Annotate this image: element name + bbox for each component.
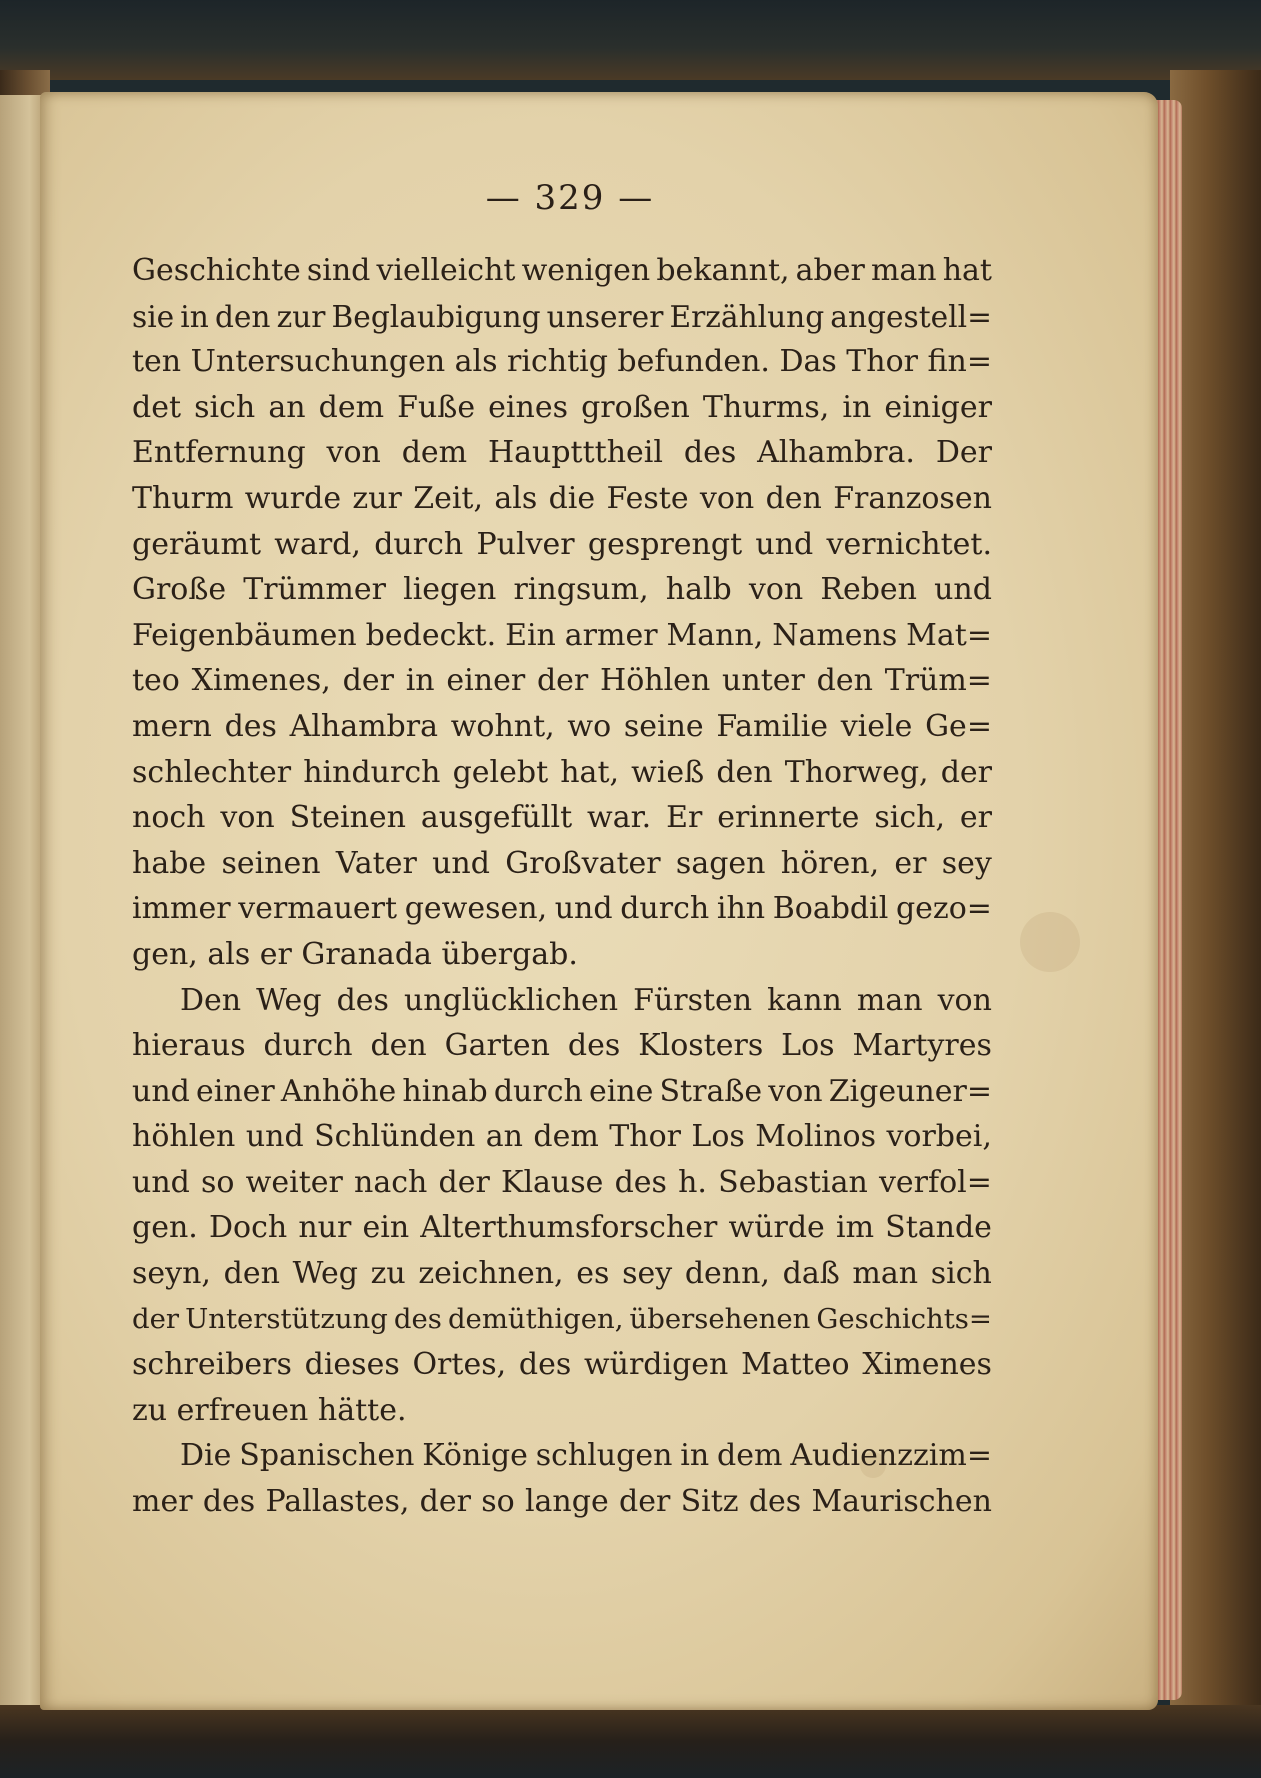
- text-line: Den Weg des unglücklichen Fürsten kann man von: [180, 982, 992, 1018]
- text-line: Große Trümmer liegen ringsum, halb von Reben und: [132, 572, 992, 608]
- text-line: Thurm wurde zur Zeit, als die Feste von den Franzosen: [132, 480, 992, 516]
- book-cover-right: [1170, 70, 1261, 1778]
- page-number: — 329 —: [485, 178, 655, 218]
- text-line: noch von Steinen ausgefüllt war. Er erinnerte sich, er: [132, 800, 992, 836]
- book-cover-top: [0, 0, 1261, 80]
- text-line: sie in den zur Beglaubigung unserer Erzählung angestell=: [132, 298, 992, 334]
- text-line: gen, als er Granada übergab.: [132, 936, 578, 972]
- book-cover-bottom: [0, 1705, 1261, 1778]
- text-line: habe seinen Vater und Großvater sagen hören, er sey: [132, 845, 992, 881]
- text-line: mer des Pallastes, der so lange der Sitz des Maurischen: [132, 1484, 992, 1520]
- text-line: Geschichte sind vielleicht wenigen bekannt, aber man hat: [132, 253, 992, 288]
- text-line: schreibers dieses Ortes, des würdigen Matteo Ximenes: [132, 1347, 992, 1383]
- text-line: det sich an dem Fuße eines großen Thurms, in einiger: [132, 389, 992, 425]
- text-line: der Unterstützung des demüthigen, übersehenen Geschichts=: [132, 1302, 992, 1335]
- text-line: Entfernung von dem Hauptttheil des Alhambra. Der: [132, 435, 992, 471]
- text-line: höhlen und Schlünden an dem Thor Los Molinos vorbei,: [132, 1119, 992, 1155]
- text-line: ten Untersuchungen als richtig befunden. Das Thor fin=: [132, 344, 992, 380]
- paper-stain: [1020, 912, 1080, 972]
- text-line: Feigenbäumen bedeckt. Ein armer Mann, Namens Mat=: [132, 617, 992, 653]
- page-body-text: [132, 248, 992, 1525]
- text-line: geräumt ward, durch Pulver gesprengt und vernichtet.: [132, 526, 992, 562]
- text-line: immer vermauert gewesen, und durch ihn Boabdil gezo=: [132, 891, 992, 927]
- text-line: und so weiter nach der Klause des h. Sebastian verfol=: [132, 1164, 992, 1200]
- text-line: teo Ximenes, der in einer der Höhlen unter den Trüm=: [132, 663, 992, 699]
- text-line: und einer Anhöhe hinab durch eine Straße von Zigeuner=: [132, 1073, 992, 1109]
- text-line: schlechter hindurch gelebt hat, wieß den Thorweg, der: [132, 754, 992, 790]
- previous-page-edge: [0, 95, 42, 1705]
- text-line: Die Spanischen Könige schlugen in dem Audienzzim=: [180, 1438, 992, 1474]
- text-line: zu erfreuen hätte.: [132, 1392, 407, 1428]
- text-line: mern des Alhambra wohnt, wo seine Familie viele Ge=: [132, 708, 992, 744]
- text-line: hieraus durch den Garten des Klosters Los Martyres: [132, 1028, 992, 1064]
- text-line: seyn, den Weg zu zeichnen, es sey denn, daß man sich: [132, 1256, 992, 1292]
- text-line: gen. Doch nur ein Alterthumsforscher würde im Stande: [132, 1210, 992, 1246]
